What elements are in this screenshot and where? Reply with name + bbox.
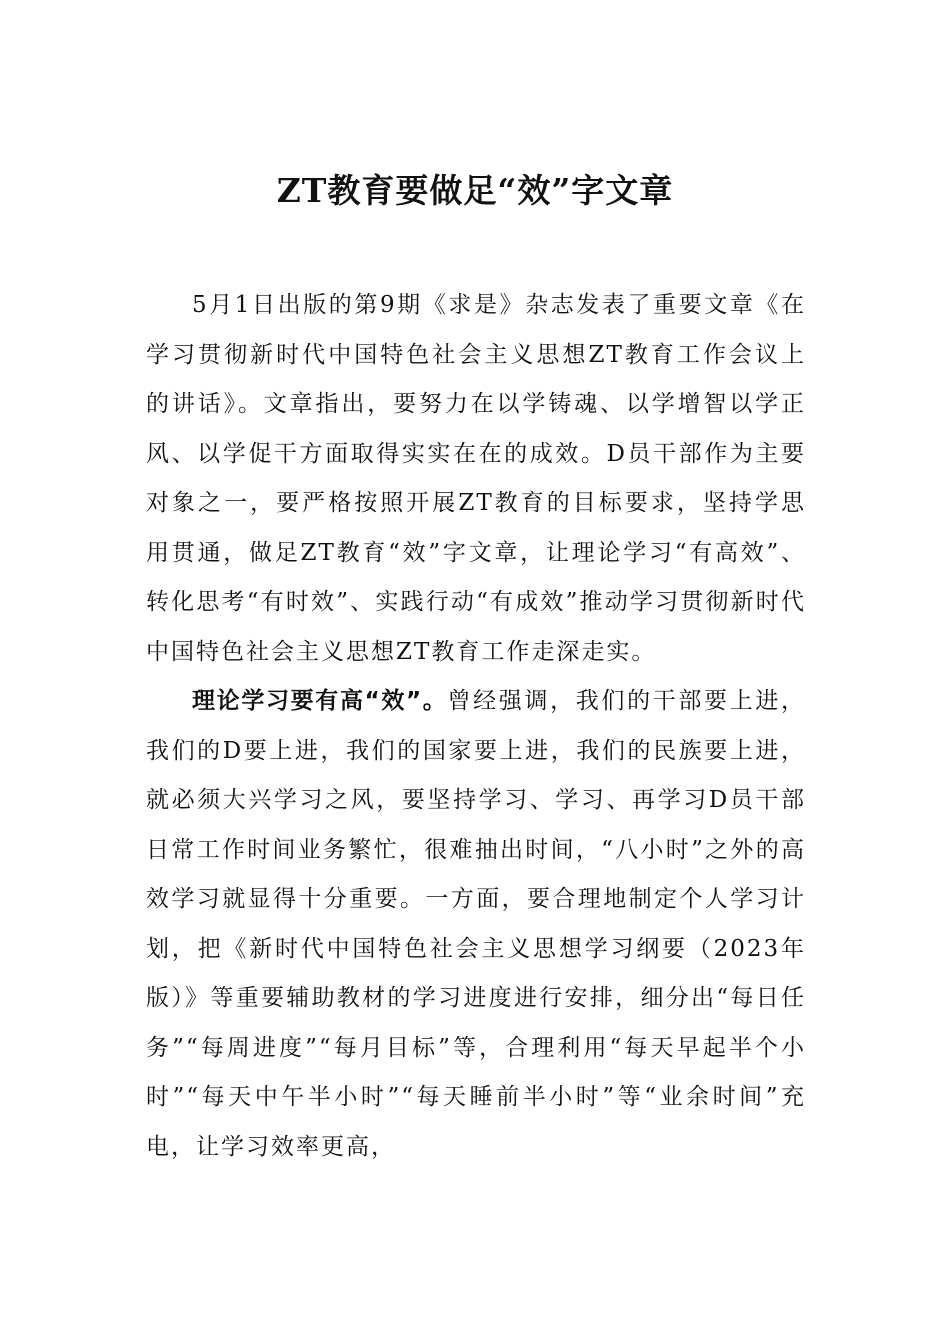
paragraph-lead-heading: 理论学习要有高“效”。	[192, 688, 448, 714]
paragraph-intro-text: 5月1日出版的第9期《求是》杂志发表了重要文章《在学习贯彻新时代中国特色社会主义思想ZT教育工作会议上的讲话》。文章指出，要努力在以学铸魂、以学增智以学正风、以学促干方面取得实实在在的成效。D员干部作为主要对象之一，要严格按照开展ZT教育的目标要求，坚持学思用贯通，做足ZT教育“效”字文章，让理论学习“有高效”、转化思考“有时效”、实践行动“有成效”推动学习贯彻新时代中国特色社会主义思想ZT教育工作走深走实。	[146, 292, 806, 665]
document-title: ZT教育要做足“效”字文章	[276, 171, 674, 210]
paragraph-theory-study	[146, 677, 806, 1172]
paragraph-intro	[146, 281, 806, 677]
paragraph-theory-study-text: 曾经强调，我们的干部要上进，我们的D要上进，我们的国家要上进，我们的民族要上进，就必须大兴学习之风，要坚持学习、学习、再学习D员干部日常工作时间业务繁忙，很难抽出时间，“八小时”之外的高效学习就显得十分重要。一方面，要合理地制定个人学习计划，把《新时代中国特色社会主义思想学习纲要（2023年版）》等重要辅助教材的学习进度进行安排，细分出“每日任务”“每周进度”“每月目标”等，合理利用“每天早起半个小时”“每天中午半小时”“每天睡前半小时”等“业余时间”充电，让学习效率更高，	[146, 688, 807, 1160]
document-body	[146, 281, 806, 1172]
